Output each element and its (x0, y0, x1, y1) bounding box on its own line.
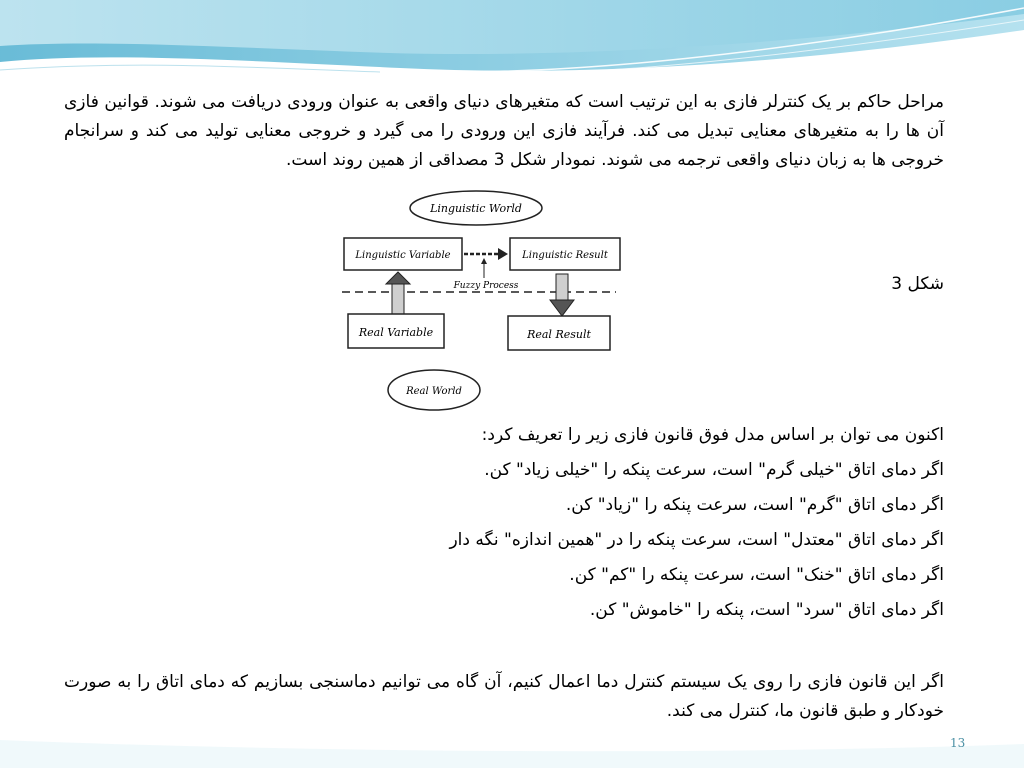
real-result-box (508, 316, 610, 350)
figure-caption: شکل 3 (891, 274, 944, 294)
slide-number: 13 (950, 736, 966, 750)
linguistic-variable-label: Linguistic Variable (355, 250, 451, 261)
fuzzy-arrow (464, 248, 508, 278)
up-arrow (386, 272, 410, 316)
fuzzy-process-label: Fuzzy Process (453, 281, 519, 291)
real-result-label: Real Result (527, 328, 591, 341)
real-world-oval (388, 370, 480, 410)
closing-paragraph: اگر این قانون فازی را روی یک سیستم کنترل دما اعمال کنیم، آن گاه می توانیم دماسنجی بسازیم که دمای اتاق را به صورت خودکار و طبق قانون ما، کنترل می کند. (64, 672, 944, 721)
rules-intro: اکنون می توان بر اساس مدل فوق قانون فازی زیر را تعریف کرد: (481, 425, 944, 445)
real-variable-label: Real Variable (358, 326, 434, 339)
linguistic-result-label: Linguistic Result (522, 250, 608, 261)
linguistic-world-oval (410, 191, 542, 225)
rules-list (150, 418, 944, 628)
linguistic-world-label: Linguistic World (430, 202, 522, 215)
down-arrow (550, 274, 574, 316)
real-world-label: Real World (406, 386, 462, 397)
rule-item: اگر دمای اتاق "معتدل" است، سرعت پنکه را در "همین اندازه" نگه دار (449, 530, 944, 550)
rule-item: اگر دمای اتاق "سرد" است، پنکه را "خاموش" کن. (589, 600, 944, 620)
rule-item: اگر دمای اتاق "خیلی گرم" است، سرعت پنکه را "خیلی زیاد" کن. (484, 460, 944, 480)
rule-item: اگر دمای اتاق "خنک" است، سرعت پنکه را "کم" کن. (569, 565, 944, 585)
real-variable-box (348, 314, 444, 348)
intro-paragraph: مراحل حاکم بر یک کنترلر فازی به این ترتیب است که متغیرهای دنیای واقعی به عنوان ورودی دریافت می شوند. قوانین فازی آن ها را به متغیرهای معنایی تبدیل می کند. فرآیند فازی این ورودی را می گیرد و خروجی معنایی تولید می کند و سرانجام خروجی ها به زبان دنیای واقعی ترجمه می شوند. نمودار شکل 3 مصداقی از همین روند است. (64, 92, 944, 170)
linguistic-result-box (510, 238, 620, 270)
rule-item: اگر دمای اتاق "گرم" است، سرعت پنکه را "زیاد" کن. (565, 495, 944, 515)
linguistic-variable-box (344, 238, 462, 270)
fuzzy-process-diagram (336, 180, 632, 420)
